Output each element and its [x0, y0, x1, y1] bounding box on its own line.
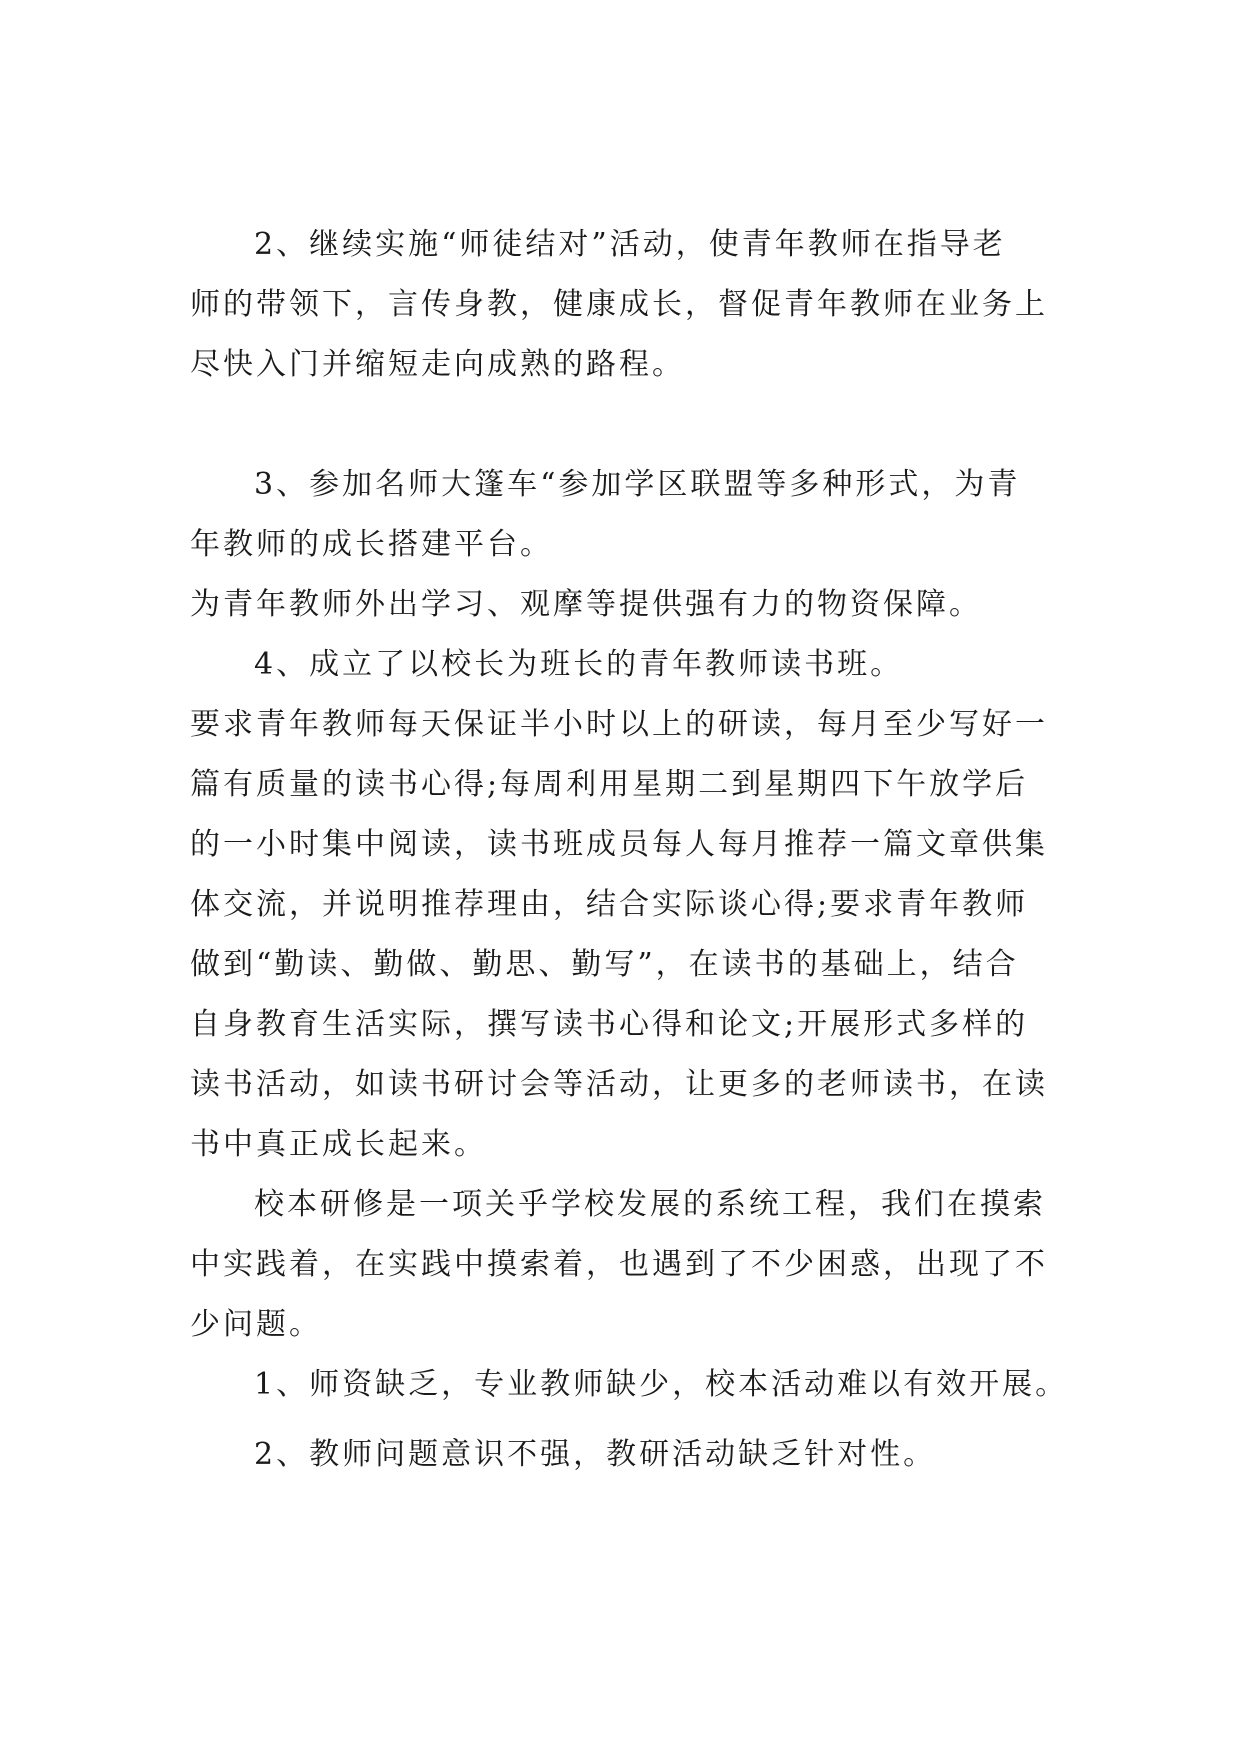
text-line: 1、师资缺乏，专业教师缺少，校本活动难以有效开展。 [254, 1367, 1069, 1402]
text-line: 体交流，并说明推荐理由，结合实际谈心得;要求青年教师 [190, 887, 1029, 922]
text-line: 要求青年教师每天保证半小时以上的研读，每月至少写好一 [190, 707, 1048, 742]
text-line: 读书活动，如读书研讨会等活动，让更多的老师读书，在读 [190, 1067, 1048, 1102]
paragraph-block-1 [190, 215, 1050, 395]
text-line: 尽快入门并缩短走向成熟的路程。 [190, 347, 685, 382]
text-line: 的一小时集中阅读，读书班成员每人每月推荐一篇文章供集 [190, 827, 1048, 862]
text-line: 4、成立了以校长为班长的青年教师读书班。 [254, 647, 904, 682]
text-line: 师的带领下，言传身教，健康成长，督促青年教师在业务上 [190, 287, 1048, 322]
text-line: 做到“勤读、勤做、勤思、勤写”，在读书的基础上，结合 [190, 947, 1019, 982]
text-line: 2、教师问题意识不强，教研活动缺乏针对性。 [254, 1437, 937, 1472]
text-line: 篇有质量的读书心得;每周利用星期二到星期四下午放学后 [190, 767, 1029, 802]
text-line: 2、继续实施“师徒结对”活动，使青年教师在指导老 [254, 227, 1006, 262]
text-line: 中实践着，在实践中摸索着，也遇到了不少困惑，出现了不 [190, 1247, 1048, 1282]
paragraph-block-2 [190, 455, 1069, 1415]
paragraph-block-3 [190, 1425, 1050, 1485]
text-line: 年教师的成长搭建平台。 [190, 527, 553, 562]
text-line: 自身教育生活实际，撰写读书心得和论文;开展形式多样的 [190, 1007, 1029, 1042]
text-line: 3、参加名师大篷车“参加学区联盟等多种形式，为青 [254, 467, 1021, 502]
text-line: 书中真正成长起来。 [190, 1127, 487, 1162]
text-line: 少问题。 [190, 1307, 322, 1342]
text-line: 校本研修是一项关乎学校发展的系统工程，我们在摸索 [254, 1187, 1046, 1222]
text-line: 为青年教师外出学习、观摩等提供强有力的物资保障。 [190, 587, 982, 622]
